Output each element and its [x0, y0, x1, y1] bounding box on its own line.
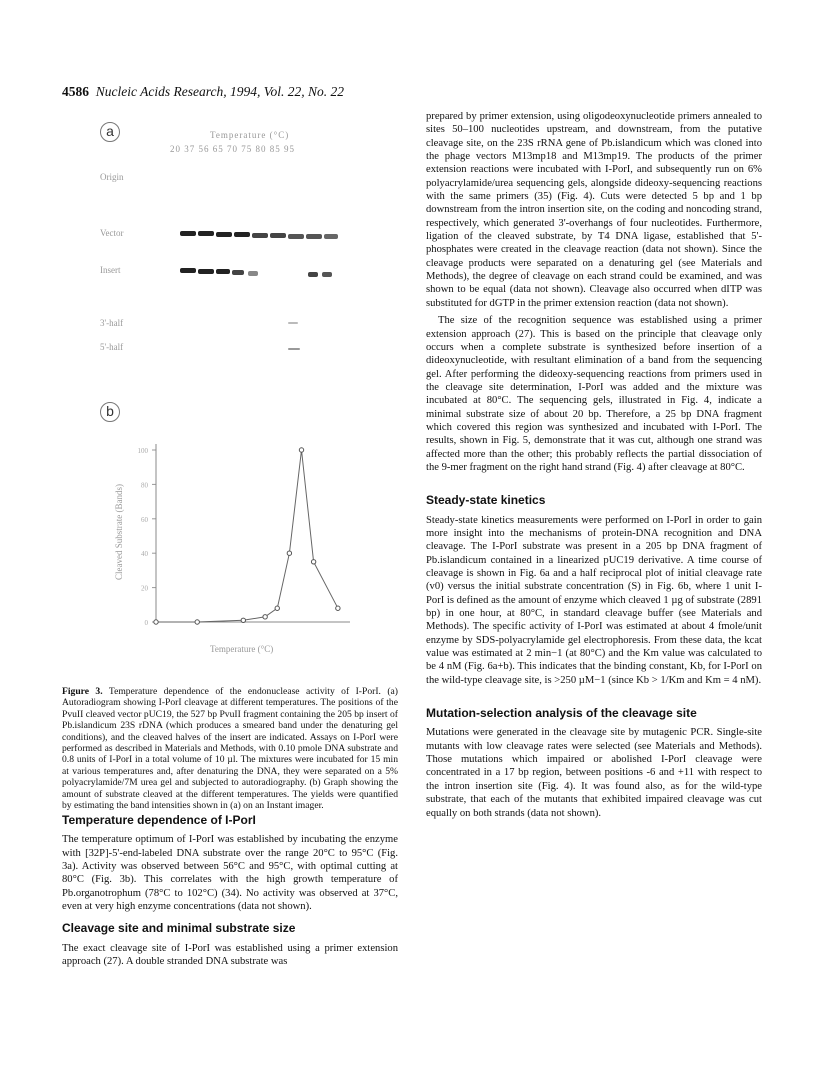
graph-point [263, 615, 267, 619]
heading-temperature-dependence: Temperature dependence of I-PorI [62, 813, 256, 827]
gel-temperature-title: Temperature (°C) [210, 130, 290, 140]
running-header [62, 84, 344, 100]
gel-row-insert: Insert [100, 265, 121, 275]
heading-steady-state: Steady-state kinetics [426, 493, 546, 508]
caption-text: Temperature dependence of the endonuclease activity of I-PorI. (a) Autoradiogram showing I-PorI cleavage at different temperatures. The positions of the PvuII cleaved vector pUC19, the 527 bp PvuII fragment containing the 205 bp insert of Pb.islandicum 23S rDNA (which produces a smeared band under the denaturing gel conditions), and the cleaved halves of the insert are indicated. Assays on I-PorI were performed as described in Materials and Methods, with 0.10 pmole DNA substrate and 0.8 units of I-PorI in a total volume of 10 µl. The mixtures were incubated for 15 min at various temperatures and, after denaturing the DNA, they were separated on a 5% polyacrylamide/7M urea gel and subjected to autoradiography. (b) Graph showing the amount of substrate cleaved at the different temperatures. The yields were quantified by estimating the band intensities shown in (a) on an Instant imager. [62, 686, 398, 812]
graph-x-label: Temperature (°C) [210, 644, 274, 654]
panel-a-letter: a [100, 122, 120, 142]
graph-y-tick-label: 100 [137, 447, 148, 455]
graph-point [336, 606, 340, 610]
graph-point [287, 551, 291, 555]
gel-row-origin: Origin [100, 172, 124, 182]
graph-y-tick-label: 40 [141, 550, 148, 559]
figure-3-caption [62, 686, 398, 811]
right-column [426, 110, 762, 820]
left-column [62, 814, 398, 968]
graph-point [241, 618, 245, 622]
gel-row-5-half: 5'-half [100, 342, 124, 352]
gel-row-vector: Vector [100, 228, 124, 238]
figure-3 [100, 110, 380, 670]
paragraph-recognition-size: The size of the recognition sequence was established using a primer extension approach (27). This is based on the principle that cleavage only occurs when a complete substrate is synthesized before insertion of a dideoxynucleotide, with resultant elimination of a band from the sequencing gel. After performing the dideoxy-sequencing reactions from primers used in the cleavage site determination, I-PorI was added and the mixture was incubated at 80°C. The sequencing gels, illustrated in Fig. 4, indicate a minimal substrate size of about 20 bp. Therefore, a 25 bp DNA fragment which covered this region was synthesized and incubated with I-PorI. The results, shown in Fig. 5, demonstrate that it was cut, although one strand was affected more than the other; this probably reflects the partial dissociation of the 9-mer fragment on the right hand strand (Fig. 4) after cleavage at 80°C. [426, 315, 762, 473]
heading-cleavage-site: Cleavage site and minimal substrate size [62, 921, 296, 936]
paragraph-primer-extension: prepared by primer extension, using oligodeoxynucleotide primers annealed to sites 50–100 nucleotides upstream, and downstream, from the putative cleavage site, on the 23S rRNA gene of Pb.islandicum which was cloned into the phage vectors M13mp18 and M13mp19. The products of the primer extension reactions were incubated with I-PorI, and subsequently run on 6% polyacrylamide/urea sequencing gels, alongside dideoxy-sequencing reactions with the same primers (35) (Fig. 4). Cuts were detected 5 bp and 1 bp downstream from the intron insertion site, on the coding and noncoding strand, respectively, which generated 3'-overhangs of four nucleotides. Furthermore, ligation of the cleaved substrate, by T4 DNA ligase, established that 5'-phosphates were created in the cleavage reaction (data not shown). Since the cleavage products were separated on a denaturing gel (see Materials and Methods), the degree of cleavage on each strand could be examined, and was shown to be equal (data not shown). Cleavage also occurred when dITP was substituted for dGTP in the primer extension reaction (data not shown). [426, 111, 762, 309]
paragraph-cleavage-site: The exact cleavage site of I-PorI was established using a primer extension approach (27). A double stranded DNA substrate was [62, 942, 398, 968]
graph-y-tick-label: 0 [144, 619, 148, 627]
graph-y-tick-label: 80 [141, 481, 148, 490]
graph-y-label: Cleaved Substrate (Bands) [114, 484, 124, 580]
graph-y-tick-label: 20 [141, 584, 148, 593]
graph-point [275, 606, 279, 610]
gel-temperature-lanes: 20 37 56 65 70 75 80 85 95 [170, 144, 295, 154]
page-number: 4586 [62, 84, 89, 99]
gel-5-half-band [288, 348, 300, 350]
paragraph-temperature: The temperature optimum of I-PorI was established by incubating the enzyme with [32P]-5'-end-labeled DNA substrate over the range 20°C to 95°C (Fig. 3a). Activity was observed between 56°C and 95°C, with optimal cutting at 80°C (Fig. 3b). This correlates with the high growth temperature of Pb.organotrophum (78°C to 102°C) (34). No activity was observed at 37°C, even at very high enzyme concentrations (data not shown). [62, 834, 398, 913]
paragraph-kinetics: Steady-state kinetics measurements were performed on I-PorI in order to gain more insight into the mechanisms of protein-DNA recognition and DNA cleavage. The I-PorI substrate was present in a 205 bp DNA fragment of Pb.islandicum contained in a linearized pUC19 derivative. A time course of cleavage is shown in Fig. 6a and a half reciprocal plot of initial cleavage rate (v0) versus the initial substrate concentration (S) in Fig. 6b, where 1 unit I-PorI is defined as the amount of enzyme which cleaved 1 µg of substrate (2891 bp) in one hour, at 80°C, in standard cleavage buffer (see Materials and Methods). The specific activity of I-PorI was estimated at about 4 fmole/unit enzyme by SDS-polyacrylamide gel electrophoresis. From these data, the kcat value was estimated at 2 min−1 (at 80°C) and the Km value was calculated to be 4 nM (Fig. 6a+b). This indicates that the binding constant, Kb, for I-PorI on the wild-type cleavage site, is >250 µM−1 (since Kb > 1/Km and Km = 4 nM). [426, 514, 762, 686]
graph-point [311, 560, 315, 564]
caption-label: Figure 3. [62, 686, 103, 697]
gel-row-3-half: 3'-half [100, 318, 124, 328]
graph-point [195, 620, 199, 624]
gel-3-half-band [288, 322, 298, 324]
heading-mutation-selection: Mutation-selection analysis of the cleavage site [426, 706, 697, 721]
graph-y-tick-label: 60 [141, 515, 148, 524]
graph-curve [156, 450, 338, 622]
journal-citation: Nucleic Acids Research, 1994, Vol. 22, No. 22 [95, 84, 344, 99]
paragraph-mutation: Mutations were generated in the cleavage site by mutagenic PCR. Single-site mutants with low cleavage rates were selected (see Materials and Methods). Those mutations which impaired or abolished I-PorI cleavage were concentrated in a 17 bp region, between positions -6 and +11 with respect to the intron insertion site (Fig. 4). It was found also, as for the wild-type substrate, that each of the mutants that exhibited impaired cleavage was cut equally on both strands (data not shown). [426, 727, 762, 819]
panel-b-letter: b [100, 402, 120, 422]
cleavage-temperature-graph [100, 430, 380, 670]
graph-point [299, 448, 303, 452]
graph-point [154, 620, 158, 624]
